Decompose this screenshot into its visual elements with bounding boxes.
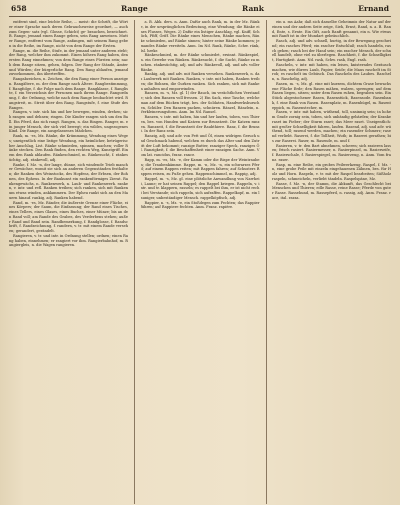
entry-paragraph: Rand, m. -es, Mz. Ränder, die äußerste Grenze einer Fläche, eines Körpers; der Saum, die Einfassung; der Rand eines Tisches, eines Tellers, eines Glases, eines Buches, einer Münze; bis an den Rand voll; am Rande des Grabes, des Verderbens stehen; außer Rand und Band sein. Randbemerkung, f. Randglosse, f. Randschrift, f. Randzeichnung, f. randern, v. tr. mit einem Rande versehen; gerandert, gerändelt. xyxy=(9,200,128,233)
entry-paragraph: ein u. ms Aahr, daß sich dasselbe Geheimnis der Natur auf der einen und der andern Seite zeige, Sieh, Ernst, Rand, n. a. B. Rand, Ente, s. Ernte. Ein Gift, auch Ranft genannt, ein n. Wie etwas mit Ranft ist in der Mundart gebräuchlich. xyxy=(272,20,391,39)
column-left xyxy=(9,20,128,504)
column-middle xyxy=(141,20,260,504)
entry-paragraph: Rangabzeichen, n. Zeichen, die den Rang einer Person anzeigen. Rangältere, m. der dem Range nach Ältere. Rangbestimmung, f. Rangfolge, f. die Folge nach dem Range. Rangklasse, f. Rangliste, f. ein Verzeichnis der Personen nach ihrem Range. Rangordnung, f. die Ordnung, welche nach dem Range beobachtet wird. Rangstreit, m. Streit über den Rang. Rangstufe, f. eine Stufe des Ranges. xyxy=(9,77,128,110)
entry-paragraph: Rasch, adj. und adv. schnell, hurtig, in der Bewegung geschwind; ein rasches Pferd; ein rascher Entschluß; rasch handeln, rasch gehen; rasch bei der Hand sein; ein rascher Mensch, der schnell handelt, ohne viel zu überlegen. Raschheit, f. die Schnelligkeit, Hurtigkeit. Anm. Nd. rask, Schw. rask, Engl. rash. xyxy=(272,39,391,62)
entry-paragraph: Rasse, f. Mz. -n, der Stamm, die Abkunft, das Geschlecht bei Menschen und Thieren; edle Rasse, reine Rasse; Pferde von guter Rasse. Rassehund, m. Rassepferd, n. rassig, adj. Anm. Franz. race, ital. razza. xyxy=(272,181,391,200)
entry-paragraph: Rascheln, v. intr. mit haben, ein leises, knisterndes Geräusch machen, wie dürres Laub, Papier, Seide; die Maus raschelt im Stroh; es raschelt im Gebüsch. Das Rascheln des Laubes. Rascheln, n. Raschelig, adj. xyxy=(272,62,391,81)
entry-paragraph: Rasp, m. eine Reibe, ein grobes Feilwerkzeug. Raspel, f. Mz. -n, eine grobe Feile mit einzeln eingehauenen Zähnen, bes. für Holz und Horn. Raspeln, v. tr. mit der Raspel bearbeiten; Süßholz raspeln, schmeicheln, verliebt tändeln. Raspelspäne, Mz. xyxy=(272,162,391,181)
running-head xyxy=(9,4,391,17)
entry-paragraph: Ränkeschmied, m. der Ränke schmiedet, ersinnt. Ränkespiel, n. ein Gewebe von Ränken. Ränkesucht, f. die Sucht, Ränke zu machen. ränkesüchtig, adj. und adv. Ränkevoll, adj. und adv. voller Ränke. xyxy=(140,53,260,72)
column-right xyxy=(272,20,391,504)
entry-paragraph: Ranzen, m. -s, Mz. gl. 1) der Bauch, im verächtlichen Verstande; sich den Ranzen voll fressen. 2) Ein Sack, eine Tasche, welche man auf dem Rücken trägt, bes. der Soldaten, Handwerksburschen, Schüler. Den Ranzen packen, schnüren. Ränzel, Ränzlein, n. Verkleinerungsform. Anm. Im Nd. Ransel. xyxy=(140,91,260,115)
entry-paragraph: a. B. Abk. ders. n. Anm. Dafür auch Rank, m. in der Mz. Ränke, in der ursprünglichen Bedeutung, eine Wendung; die Ränke eines Flusses, Weges. 2) Dafür ein listiger Anschlag, vgl. Kniff, Schlich, Pfiff, Griff. Die Ränke eines Menschen, Ränke machen, Ränke schmieden, auf Ränke sinnen; hinter seine Ränke kommen; jemandes Ränke vereiteln. Anm. Im Nd. Rank, Ränke, Schw. ränk, Isl. hrekr. xyxy=(140,20,260,53)
entry-paragraph: Ranke, f. Mz. -n, der lange, dünne, sich windende Trieb mancher Gewächse, womit sie sich an anderen Gegenständen festhalten; die Ranken des Weinstocks, des Hopfens, der Erbsen, der Bohnen, des Epheus. In der Baukunst ein rankenförmiges Zierat. Rankengewächs, n. Rankenwerk, n. Laub- und Rankenwerk. ranken, v. intr. und refl. Ranken treiben; sich ranken, sich mit Ranken um etwas winden, anklammern. Der Epheu rankt sich an den Mauern hinauf. rankig, adj. Ranken habend. xyxy=(9,162,128,200)
entry-paragraph: Rangieren, v. tr. und intr. in Ordnung stellen; ordnen; einen Rang haben, einnehmen; er rangiert vor ihm. Rangierbahnhof, m. Rangiergleis, n. die Wagen rangieren. xyxy=(9,233,128,248)
left-headword: Range xyxy=(120,4,148,13)
entry-paragraph: Ranzen, v. intr. mit haben, hin und her laufen, toben, von Thieren, bes. von Hunden und Katzen zur Brunstzeit. Die Katzen ranzen. Ranzzeit, f. die Brunstzeit der Raubthiere. Ranz, f. die Brunst. In der Ranz sein. xyxy=(140,115,260,134)
entry-paragraph: Rasen, v. intr. mit haben, wüthend, toll, unsinnig sein; in hohem Grade zornig sein, toben, sich unbändig gebärden; der Kranke raset im Fieber; der Sturm raset; das Meer raset. Uneigentlich: mit großer Schnelligkeit fahren, laufen. Rasend, adj. und adv. wüthend, toll; rasend werden, machen; ein rasender Schmerz; rasend verliebt. Raserei, f. die Tollheit, Wuth; in Raserei gerathen; bis zur Raserei. Raser, m. Rasende, m. und f. xyxy=(272,110,391,143)
entry-paragraph: Rangen, v. intr. sich hin und her bewegen, winden, drehen; sich rangen und dehnen; ringen. Die Kinder rangen sich um den Ball. Ein Pferd, das sich rangt. Rangen, n. das Ringen. Ranger, m. ein junger Mensch, der sich viel bewegt; ein wildes, ungezogenes Kind. Die Range, ein ausgelassenes Mädchen. xyxy=(9,110,128,134)
column-rule xyxy=(134,20,135,504)
entry-paragraph: Rapp, m. -es, Mz. -e, der Kamm oder die Rispe der Weintrauben; die Traubenkämme. Rappe, m. -n, Mz. -n, ein schwarzes Pferd; auf einem Rappen reiten; mit Rappen fahren; auf Schusters Rappen reisen, zu Fuße gehen. Rappenschimmel, m. Rappig, adj. xyxy=(140,157,260,176)
entry-paragraph: Rank, m. -es, Mz. Ränke, die Krümmung, Wendung eines Weges; uneigentlich eine listige Wendung, ein heimlicher, betrügerischer Anschlag, List. Ränke schmieden, spinnen, machen; voller Ränke stecken. Den Rank finden, den rechten Weg, Kunstgriff. Einem den Rank ablaufen. Ränkeschmied, m. Ränkesucht, f. ränkesüchtig, adj. ränkevoll, adj. xyxy=(9,134,128,162)
entry-paragraph: entfernt sind, eine leichte Reihe, ... meist: die Schrift, die Wörter einer Sprache nach deren Gebrauchsweise geordnet, — auch zum Gegen- satz (vgl. Glosse, Schicht) ge- brauchen, bezeichnet. B. Range, jemand einen Range geben, sein Rang anweisen. Mutter Range, entfernt vom Range, anfangen, mit seinem Rang geben in die Reihe, im Range, nicht von dem Range der Ersten. xyxy=(9,20,128,48)
entry-paragraph: Rasieren, v. tr. den Bart abnehmen, scheren; sich rasieren lassen; frisch rasiert. Rasiermesser, n. Rasierpinsel, m. Rasierseife, f. Rasierschale, f. Rasierspiegel, m. Rasierzeug, n. Anm. Vom franz. raser. xyxy=(272,143,391,162)
entry-paragraph: Range, m. die Reihe, Stufe, in der jemand unter anderen steht; der Rang, welcher ihm zukommt. Einen höhern Rang haben, den ersten Rang einnehmen; von dem Range eines Fürsten sein; nach dem Range sitzen, gehen, folgen. Der Rang der Stände, Ämter und Würden; der bürgerliche Rang. Den Rang ablaufen, jemand zuvorkommen, ihn übertreffen. xyxy=(9,48,128,77)
entry-paragraph: Rasen, m. -s, Mz. gl. eine mit kurzem, dichtem Grase bewachsene Fläche Erde; den Rasen mähen, walzen, sprengen; auf dem Rasen liegen, sitzen; unter dem Rasen ruhen, begraben sein. Ein Stück abgestochener Rasen, Rasenstück, Rasensode. Rasenbank, f. eine Bank von Rasen. Rasenplatz, m. Rasenhügel, m. Rasenteppich, m. Rasenstecher, m. xyxy=(272,81,391,110)
entry-paragraph: Ranzig, adj. und adv. von Fett und Öl, einen widrigen Geruch und Geschmack habend, welchen es durch das Alter und den Zutritt der Luft bekommt; ranzige Butter, ranziger Speck, ranziges Öl. Ranzigkeit, f. die Beschaffenheit einer ranzigen Sache. Anm. Vom lat. rancidus, franz. rance. xyxy=(140,134,260,157)
column-rule xyxy=(266,20,267,504)
page-number: 658 xyxy=(11,4,27,13)
entry-paragraph: Rankig, adj. und adv. mit Ranken versehen. Rankenwerk, n. das Laubwerk mit Ranken. Ranken, v. intr. mit haben, Ranken treiben; die Bohnen, die Gurken ranken. Sich ranken, sich mit Ranken anhalten und emporwinden. xyxy=(140,72,260,91)
entry-paragraph: Rappel, m. -s, Mz. gl. eine plötzliche Anwandlung von Narrheit, Laune; er hat seinen Rappel; den Rappel kriegen. Rappeln, v. intr. und tr. klappern, rasseln; es rappelt bei ihm, er ist nicht recht bei Verstande; sich rappeln, sich aufraffen. Rappelkopf, m. ein launiger, unbeständiger Mensch. rappelköpfisch, adj. xyxy=(140,176,260,200)
right-headword: Ernand xyxy=(358,4,389,13)
center-headword: Rank xyxy=(242,4,264,13)
text-columns xyxy=(9,20,391,504)
entry-paragraph: Rappier, n. -s, Mz. -e, ein Stoßdegen zum Fechten; das Rappier führen; auf Rappiere fechten. Anm. Franz. rapière. xyxy=(140,200,260,210)
